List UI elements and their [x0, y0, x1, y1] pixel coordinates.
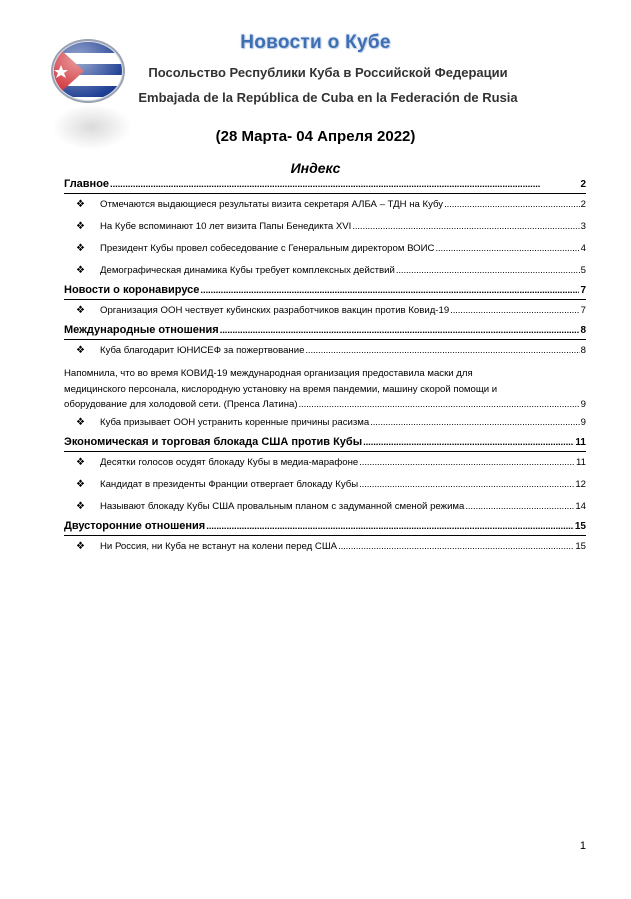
toc-page-number: 4 — [580, 243, 586, 254]
toc-item[interactable] — [64, 300, 586, 322]
toc-item-label: Кандидат в президенты Франции отвергает блокаду Кубы — [100, 479, 359, 490]
diamond-bullet-icon: ❖ — [76, 501, 85, 512]
toc-page-number: 12 — [575, 479, 586, 490]
toc-page-number: 8 — [580, 325, 586, 336]
toc-item-label: Называют блокаду Кубы США провальным планом с задуманной сменой режима — [100, 501, 465, 512]
diamond-bullet-icon: ❖ — [76, 199, 85, 210]
toc-section-label: Новости о коронавирусе — [64, 284, 200, 296]
toc-section-international[interactable] — [64, 323, 586, 340]
toc-paragraph-line: оборудование для холодовой сети. (Пренса Латина) — [64, 399, 298, 410]
toc-page-number: 15 — [574, 521, 586, 532]
toc-page-number: 9 — [580, 417, 586, 428]
toc-item-label: Отмечаются выдающиеся результаты визита секретаря АЛБА – ТДН на Кубу — [100, 199, 444, 210]
diamond-bullet-icon: ❖ — [76, 417, 85, 428]
toc-paragraph-entry[interactable] — [64, 366, 586, 412]
toc-leader-dots — [444, 198, 580, 212]
toc-item[interactable] — [64, 216, 586, 238]
toc-leader-dots — [359, 478, 574, 492]
toc-item[interactable] — [64, 412, 586, 434]
toc-item[interactable] — [64, 340, 586, 362]
toc-item[interactable] — [64, 238, 586, 260]
page-number: 1 — [579, 840, 586, 852]
toc-leader-dots — [396, 264, 580, 278]
date-range: (28 Марта- 04 Апреля 2022) — [215, 128, 416, 145]
toc-item[interactable] — [64, 260, 586, 282]
toc-leader-dots — [220, 324, 580, 338]
toc-item-label: Куба призывает ООН устранить коренные причины расизма — [100, 417, 370, 428]
toc-section-blockade[interactable] — [64, 435, 586, 452]
toc-page-number: 3 — [580, 221, 586, 232]
index-heading: Индекс — [290, 160, 341, 176]
toc-leader-dots — [465, 500, 574, 514]
diamond-bullet-icon: ❖ — [76, 265, 85, 276]
diamond-bullet-icon: ❖ — [76, 243, 85, 254]
toc-item[interactable] — [64, 474, 586, 496]
toc-page-number: 7 — [580, 285, 586, 296]
toc-item-label: Ни Россия, ни Куба не встанут на колени перед США — [100, 541, 338, 552]
toc-page-number: 5 — [580, 265, 586, 276]
toc-item-label: Президент Кубы провел собеседование с Генеральным директором ВОИС — [100, 243, 435, 254]
toc-paragraph-line: Напомнила, что во время КОВИД-19 международная организация предоставила маски для — [64, 368, 473, 379]
toc-section-bilateral[interactable] — [64, 519, 586, 536]
toc-leader-dots — [206, 520, 574, 534]
toc-page-number: 9 — [580, 399, 586, 410]
toc-page-number: 14 — [575, 501, 586, 512]
toc-leader-dots — [363, 436, 574, 450]
toc-page-number: 15 — [575, 541, 586, 552]
toc-page-number: 11 — [575, 437, 586, 448]
toc-section-label: Экономическая и торговая блокада США против Кубы — [64, 436, 363, 448]
toc-item[interactable] — [64, 536, 586, 558]
newsletter-title: Новости о Кубе — [240, 32, 391, 53]
toc-section-label: Международные отношения — [64, 324, 219, 336]
toc-leader-dots — [359, 456, 575, 470]
toc-item[interactable] — [64, 496, 586, 518]
toc-leader-dots — [435, 242, 579, 256]
diamond-bullet-icon: ❖ — [76, 479, 85, 490]
toc-page-number: 7 — [580, 305, 586, 316]
toc-item[interactable] — [64, 452, 586, 474]
toc-item-label: На Кубе вспоминают 10 лет визита Папы Бенедикта XVI — [100, 221, 352, 232]
toc-paragraph-line: медицинского персонала, кислородную установку на время пандемии, машину скорой помощи и — [64, 384, 498, 395]
toc-leader-dots — [370, 416, 579, 430]
toc-leader-dots — [110, 178, 579, 192]
toc-item[interactable] — [64, 194, 586, 216]
toc-page-number: 11 — [576, 457, 586, 468]
embassy-name-ru: Посольство Республики Куба в Российской Федерации — [148, 65, 508, 80]
toc-page-number: 2 — [580, 199, 586, 210]
toc-leader-dots — [200, 284, 579, 298]
toc-item-label: Организация ООН чествует кубинских разработчиков вакцин против Ковид-19 — [100, 305, 450, 316]
diamond-bullet-icon: ❖ — [76, 221, 85, 232]
toc-paragraph-last-line — [64, 398, 586, 412]
toc-section-label: Главное — [64, 178, 110, 190]
diamond-bullet-icon: ❖ — [76, 305, 85, 316]
toc-section-main[interactable] — [64, 177, 586, 194]
toc-page-number: 8 — [580, 345, 586, 356]
diamond-bullet-icon: ❖ — [76, 541, 85, 552]
toc-leader-dots — [299, 398, 580, 412]
toc-item-label: Куба благодарит ЮНИСЕФ за пожертвование — [100, 345, 305, 356]
toc-leader-dots — [338, 540, 574, 554]
toc-leader-dots — [450, 304, 579, 318]
toc-leader-dots — [352, 220, 579, 234]
toc-section-label: Двусторонние отношения — [64, 520, 206, 532]
toc-item-label: Десятки голосов осудят блокаду Кубы в медиа-марафоне — [100, 457, 359, 468]
toc-page-number: 2 — [580, 179, 586, 190]
diamond-bullet-icon: ❖ — [76, 457, 85, 468]
embassy-name-es: Embajada de la República de Cuba en la Federación de Rusia — [138, 90, 518, 105]
table-of-contents — [64, 176, 586, 558]
toc-leader-dots — [305, 344, 579, 358]
toc-item-label: Демографическая динамика Кубы требует комплексных действий — [100, 265, 395, 276]
diamond-bullet-icon: ❖ — [76, 345, 85, 356]
toc-section-coronavirus[interactable] — [64, 283, 586, 300]
